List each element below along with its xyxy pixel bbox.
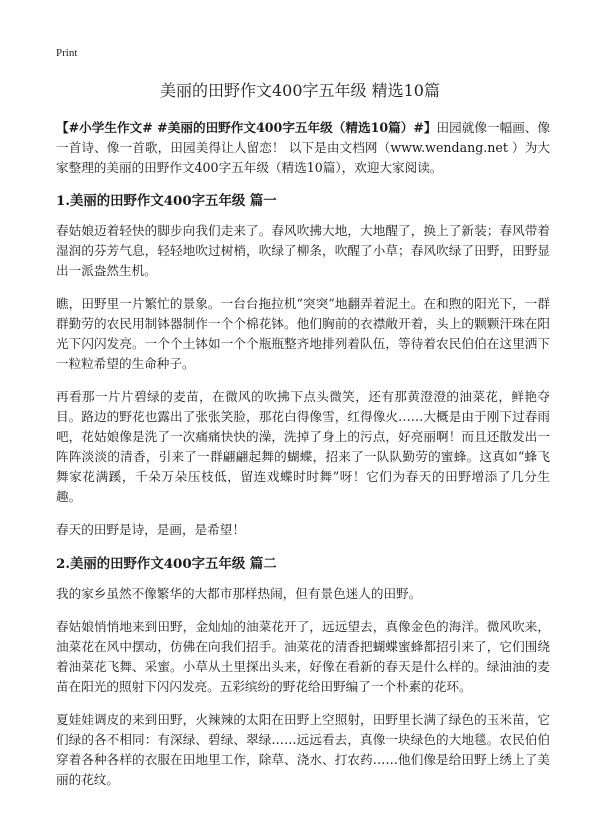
section-1 xyxy=(56,190,550,540)
paragraph: 再看那一片片碧绿的麦苗，在微风的吹拂下点头微笑，还有那黄澄澄的油菜花，鲜艳夺目。路边的野花也露出了张张笑脸，那花白得像雪，红得像火……大概是由于刚下过春雨吧，花姑娘像是洗了一次痛痛快快的澡，洗掉了身上的污点，好亮丽啊！而且还散发出一阵阵淡淡的清香，引来了一群翩翩起舞的蝴蝶，招来了一队队勤劳的蜜蜂。这真如“蜂飞舞家花满蹊，千朵万朵压枝低，留连戏蝶时时舞”呀！它们为春天的田野增添了几分生趣。 xyxy=(56,389,550,504)
intro-bold: 【#小学生作文# #美丽的田野作文400字五年级（精选10篇）#】 xyxy=(56,120,437,135)
page-title: 美丽的田野作文400字五年级 精选10篇 xyxy=(160,81,440,100)
paragraph: 春姑娘悄悄地来到田野，金灿灿的油菜花开了，远远望去，真像金色的海洋。微风吹来，油菜花在风中摆动，仿佛在向我们招手。油菜花的清香把蝴蝶蜜蜂都招引来了，它们围绕着油菜花飞舞、采蜜。小草从土里探出头来，好像在看新的春天是什么样的。绿油油的麦苗在阳光的照射下闪闪发亮。五彩缤纷的野花给田野编了一个朴素的花环。 xyxy=(56,619,550,694)
section-heading: 2.美丽的田野作文400字五年级 篇二 xyxy=(56,556,277,572)
section-heading: 1.美丽的田野作文400字五年级 篇一 xyxy=(56,193,277,209)
section-2 xyxy=(56,553,550,790)
intro-paragraph xyxy=(56,118,550,178)
paragraph: 我的家乡虽然不像繁华的大都市那样热闹，但有景色迷人的田野。 xyxy=(56,586,422,601)
paragraph: 春姑娘迈着轻快的脚步向我们走来了。春风吹拂大地，大地醒了，换上了新装；春风带着湿润的芬芳气息，轻轻地吹过树梢，吹绿了柳条，吹醒了小草；春风吹绿了田野，田野显出一派盎然生机。 xyxy=(56,223,550,278)
article-body xyxy=(56,118,550,803)
paragraph: 春天的田野是诗，是画，是希望！ xyxy=(56,522,245,537)
paragraph: 瞧，田野里一片繁忙的景象。一台台拖拉机“突突”地翻弄着泥土。在和煦的阳光下，一群群勤劳的农民用制钵器制作一个个棉花钵。他们胸前的衣襟敞开着，头上的颗颗汗珠在阳光下闪闪发亮。一个个土钵如一个个瓶瓶整齐地排列着队伍，等待着农民伯伯在这里洒下一粒粒希望的生命种子。 xyxy=(56,296,550,371)
print-label: Print xyxy=(56,47,78,59)
intro-text: 田园就像一幅画、像一首诗、像一首歌，田园美得让人留恋！ 以下是由文档网（www.wendang.net ）为大家整理的美丽的田野作文400字五年级（精选10篇），欢迎大家阅读。 xyxy=(56,120,550,175)
paragraph: 夏娃娃调皮的来到田野，火辣辣的太阳在田野上空照射，田野里长满了绿色的玉米苗，它们绿的各不相同：有深绿、碧绿、翠绿……远远看去，真像一块绿色的大地毯。农民伯伯穿着各种各样的衣服在田地里工作，除草、浇水、打农药……他们像是给田野上绣上了美丽的花纹。 xyxy=(56,712,550,787)
